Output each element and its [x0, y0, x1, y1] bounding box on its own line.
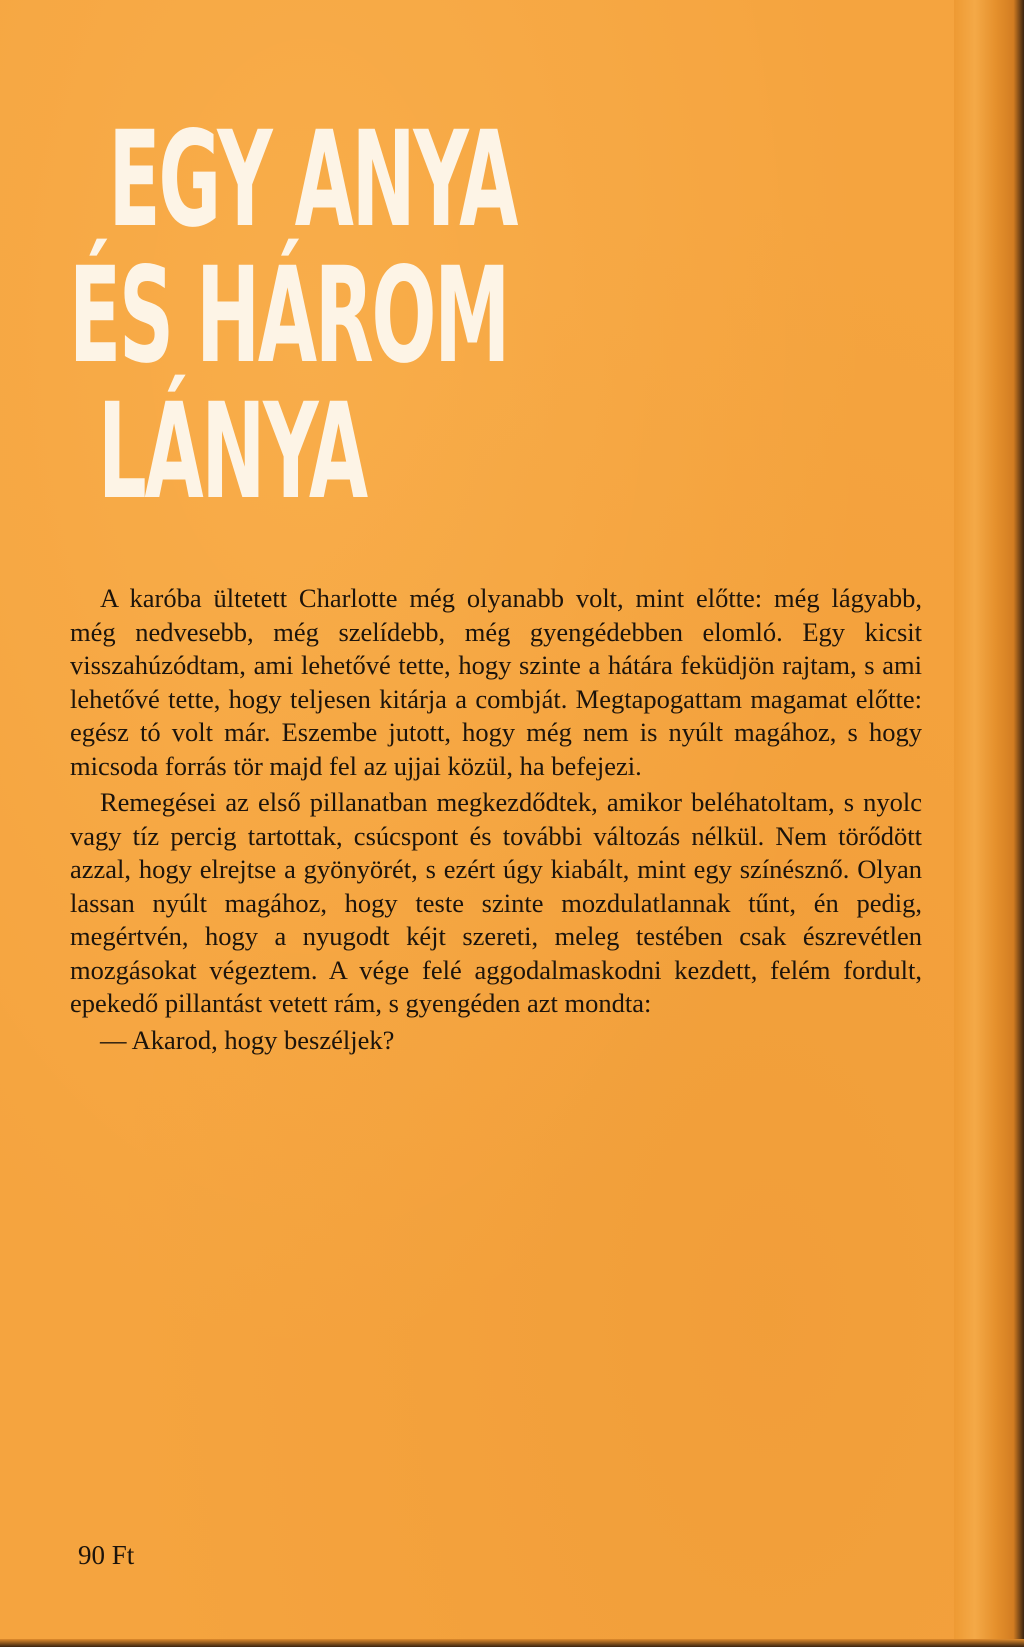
blurb-dialogue-line: — Akarod, hogy beszéljek? — [100, 1024, 395, 1055]
title-line-1: EGY ANYA — [108, 103, 517, 257]
book-title — [62, 103, 517, 529]
price-label: 90 Ft — [78, 1540, 135, 1570]
blurb-excerpt — [70, 582, 922, 1057]
book-spine-edge — [954, 0, 1024, 1647]
blurb-paragraph-2: Remegései az első pillanatban megkezdődtek, amikor beléhatoltam, s nyolc vagy tíz percig tartottak, csúcspont és további változás nélkül. Nem törődött azzal, hogy elrejtse a gyönyörét, s ezért úgy kiabált, mint egy színésznő. Olyan lassan nyúlt magához, hogy teste szinte mozdulatlannak tűnt, én pedig, megértvén, hogy a nyugodt kéjt szereti, meleg testében csak észrevétlen mozgásokat végeztem. A vége felé aggodalmaskodni kezdett, felém fordult, epekedő pillantást vetett rám, s gyengéden azt mondta: — [70, 787, 922, 1018]
title-line-2: ÉS HÁROM — [68, 239, 509, 393]
blurb-paragraph-1: A karóba ültetett Charlotte még olyanabb volt, mint előtte: még lágyabb, még nedvesebb, még szelídebb, még gyengédebben elomló. Egy kicsit visszahúzódtam, ami lehetővé tette, hogy szinte a hátára feküdjön rajtam, s ami lehetővé tette, hogy teljesen kitárja a combját. Megtapogattam magamat előtte: egész tó volt már. Eszembe jutott, hogy még nem is nyúlt magához, s hogy micsoda forrás tör majd fel az ujjai közül, ha befejezi. — [70, 583, 922, 781]
title-line-3: LÁNYA — [97, 375, 366, 529]
book-bottom-edge — [0, 1639, 1024, 1647]
